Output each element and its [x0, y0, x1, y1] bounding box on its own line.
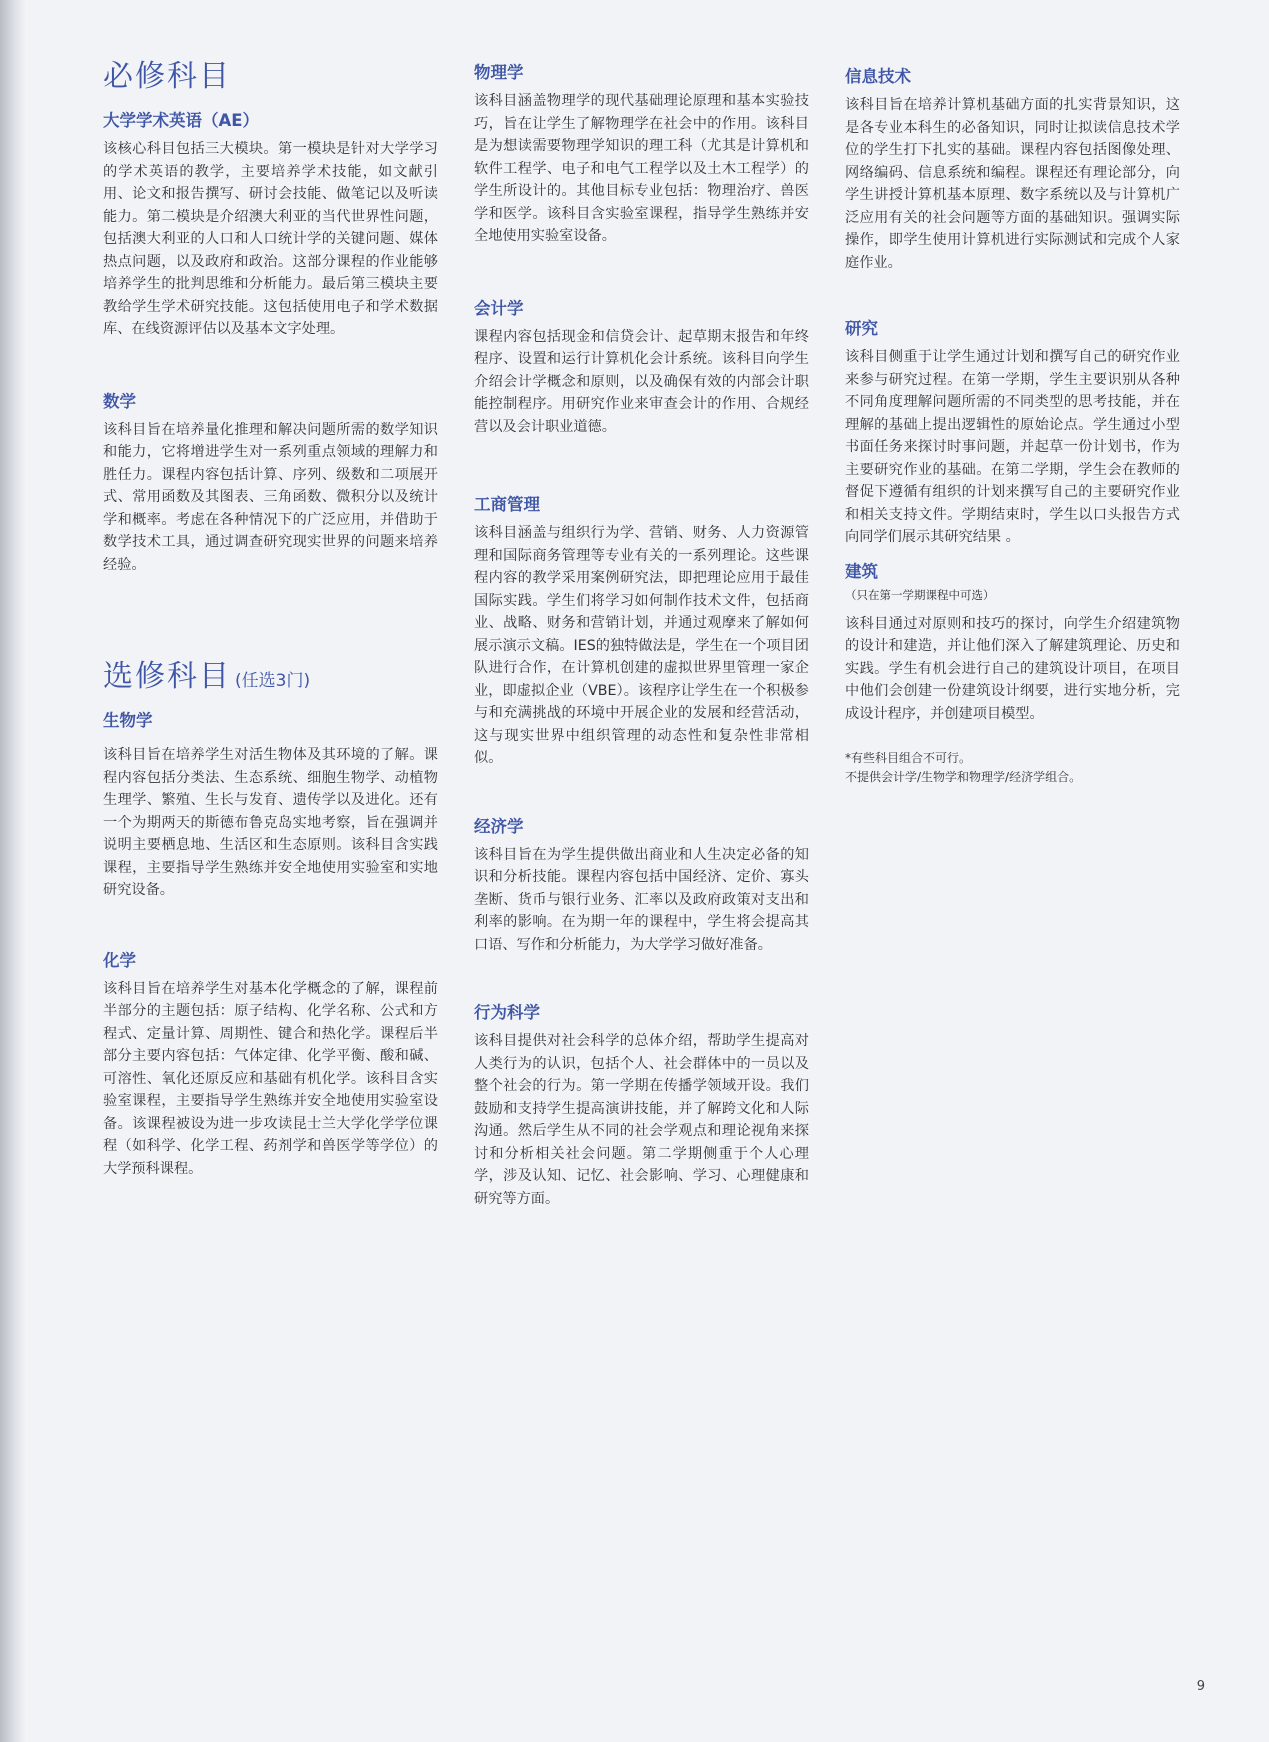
course-physics [474, 62, 809, 248]
course-economics [474, 816, 809, 957]
course-title: 经济学 [474, 816, 524, 836]
required-heading: 必修科目 [103, 59, 231, 94]
column-middle [474, 62, 809, 1262]
course-ae [103, 110, 438, 341]
course-title: 物理学 [474, 63, 524, 82]
course-body: 该科目旨在培养学生对活生物体及其环境的了解。课程内容包括分类法、生态系统、细胞生物学、动植物生理学、繁殖、生长与发育、遗传学以及进化。还有一个为期两天的斯德布鲁克岛实地考察，旨在强调并说明主要栖息地、生活区和生态原则。该科目含实践课程，主要指导学生熟练并安全地使用实验室和实地研究设备。 [103, 747, 438, 898]
course-architecture [845, 561, 1180, 726]
course-title: 工商管理 [474, 495, 540, 514]
course-behavioral [474, 1002, 809, 1210]
course-title: 大学学术英语（AE） [103, 111, 260, 130]
course-title: 行为科学 [474, 1003, 540, 1022]
course-it [845, 66, 1180, 274]
course-title: 化学 [103, 950, 136, 970]
column-right [845, 66, 1180, 787]
course-research [845, 318, 1180, 549]
course-accounting [474, 298, 809, 439]
course-subtitle: （只在第一学期课程中可选） [845, 587, 995, 602]
elective-heading: 选修科目 (任选3门) [103, 659, 311, 694]
footnote [845, 749, 1180, 787]
course-business [474, 494, 809, 770]
page-edge-shadow [0, 0, 26, 1742]
footnote-line: 不提供会计学/生物学和物理学/经济学组合。 [845, 770, 1082, 784]
course-chemistry [103, 950, 438, 1181]
course-title: 研究 [845, 319, 878, 338]
course-title: 建筑 [845, 561, 878, 581]
course-body: 该科目涵盖与组织行为学、营销、财务、人力资源管理和国际商务管理等专业有关的一系列理论。这些课程内容的教学采用案例研究法，即把理论应用于最佳国际实践。学生们将学习如何制作技术文件，包括商业、战略、财务和营销计划，并通过观摩来了解如何展示演示文稿。IES的独特做法是，学生在一个项目团队进行合作，在计算机创建的虚拟世界里管理一家企业，即虚拟企业（VBE）。该程序让学生在一个积极参与和充满挑战的环境中开展企业的发展和经营活动，这与现实世界中组织管理的动态性和复杂性非常相似。 [474, 525, 809, 766]
course-math [103, 391, 438, 577]
column-left [103, 58, 438, 1232]
course-title: 会计学 [474, 298, 524, 318]
course-body: 该科目旨在培养量化推理和解决问题所需的数学知识和能力，它将增进学生对一系列重点领域的理解力和胜任力。课程内容包括计算、序列、级数和二项展开式、常用函数及其图表、三角函数、微积分以及统计学和概率。考虑在各种情况下的广泛应用，并借助于数学技术工具，通过调查研究现实世界的问题来培养经验。 [103, 421, 438, 573]
course-body: 该科目涵盖物理学的现代基础理论原理和基本实验技巧，旨在让学生了解物理学在社会中的作用。该科目是为想读需要物理学知识的理工科（尤其是计算机和软件工程学、电子和电气工程学以及土木工程学）的学生所设计的。其他目标专业包括：物理治疗、兽医学和医学。该科目含实验室课程，指导学生熟练并安全地使用实验室设备。 [474, 93, 809, 244]
course-body: 该科目旨在为学生提供做出商业和人生决定必备的知识和分析技能。课程内容包括中国经济、定价、寡头垄断、货币与银行业务、汇率以及政府政策对支出和利率的影响。在为期一年的课程中，学生将会提高其口语、写作和分析能力，为大学学习做好准备。 [474, 846, 809, 953]
course-body: 该科目旨在培养学生对基本化学概念的了解，课程前半部分的主题包括：原子结构、化学名称、公式和方程式、定量计算、周期性、键合和热化学。课程后半部分主要内容包括：气体定律、化学平衡、酸和碱、可溶性、氧化还原反应和基础有机化学。该科目含实验室课程，主要指导学生熟练并安全地使用实验室设备。该课程被设为进一步攻读昆士兰大学化学学位课程（如科学、化学工程、药剂学和兽医学等学位）的大学预科课程。 [103, 980, 438, 1177]
course-title: 信息技术 [845, 67, 911, 86]
footnote-line: *有些科目组合不可行。 [845, 751, 972, 765]
course-body: 该核心科目包括三大模块。第一模块是针对大学学习的学术英语的教学，主要培养学术技能，如文献引用、论文和报告撰写、研讨会技能、做笔记以及听读能力。第二模块是介绍澳大利亚的当代世界性问题，包括澳大利亚的人口和人口统计学的关键问题、媒体热点问题，以及政府和政治。这部分课程的作业能够培养学生的批判思维和分析能力。最后第三模块主要教给学生学术研究技能。这包括使用电子和学术数据库、在线资源评估以及基本文字处理。 [103, 141, 438, 337]
course-title: 数学 [103, 391, 136, 411]
page-number: 9 [1196, 1679, 1205, 1694]
course-body: 课程内容包括现金和信贷会计、起草期末报告和年终程序、设置和运行计算机化会计系统。该科目向学生介绍会计学概念和原则，以及确保有效的内部会计职能控制程序。用研究作业来审查会计的作用、合规经营以及会计职业道德。 [474, 328, 809, 435]
course-title: 生物学 [103, 711, 153, 730]
course-body: 该科目通过对原则和技巧的探讨，向学生介绍建筑物的设计和建造，并让他们深入了解建筑理论、历史和实践。学生有机会进行自己的建筑设计项目，在项目中他们会创建一份建筑设计纲要，进行实地分析，完成设计程序，并创建项目模型。 [845, 615, 1180, 722]
course-body: 该科目旨在培养计算机基础方面的扎实背景知识，这是各专业本科生的必备知识，同时让拟读信息技术学位的学生打下扎实的基础。课程内容包括图像处理、网络编码、信息系统和编程。课程还有理论部分，向学生讲授计算机基本原理、数字系统以及与计算机广泛应用有关的社会问题等方面的基础知识。强调实际操作，即学生使用计算机进行实际测试和完成个人家庭作业。 [845, 97, 1180, 271]
course-body: 该科目提供对社会科学的总体介绍，帮助学生提高对人类行为的认识，包括个人、社会群体中的一员以及整个社会的行为。第一学期在传播学领域开设。我们鼓励和支持学生提高演讲技能，并了解跨文化和人际沟通。然后学生从不同的社会学观点和理论视角来探讨和分析相关社会问题。第二学期侧重于个人心理学，涉及认知、记忆、社会影响、学习、心理健康和研究等方面。 [474, 1033, 809, 1207]
course-biology [103, 710, 438, 902]
course-body: 该科目侧重于让学生通过计划和撰写自己的研究作业来参与研究过程。在第一学期，学生主要识别从各种不同角度理解问题所需的不同类型的思考技能，并在理解的基础上提出逻辑性的原始论点。学生通过小型书面任务来探讨时事问题，并起草一份计划书，作为主要研究作业的基础。在第二学期，学生会在教师的督促下遵循有组织的计划来撰写自己的主要研究作业和相关支持文件。学期结束时，学生以口头报告方式向同学们展示其研究结果 。 [845, 349, 1180, 545]
elective-note: (任选3门) [235, 671, 311, 691]
